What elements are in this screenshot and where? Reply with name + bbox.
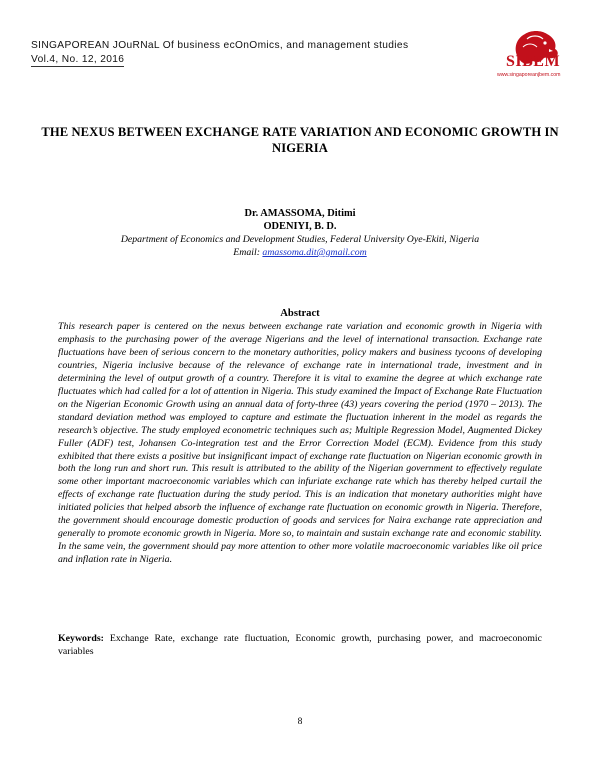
paper-title: THE NEXUS BETWEEN EXCHANGE RATE VARIATION AND ECONOMIC GROWTH IN NIGERIA [41,125,559,155]
email-label: Email: [233,247,260,258]
keywords-text: Exchange Rate, exchange rate fluctuation, Economic growth, purchasing power, and macroeconomic variables [58,633,542,657]
author-2: ODENIYI, B. D. [263,221,337,232]
keywords-label: Keywords: [58,633,104,644]
logo-url: www.singaporeanjbem.com [497,72,561,78]
journal-name: SINGAPOREAN JOuRNaL Of business ecOnOmics, and management studies [31,40,409,51]
author-1: Dr. AMASSOMA, Ditimi [244,208,356,219]
abstract-heading: Abstract [280,308,320,319]
email-line [0,246,600,259]
page-number: 8 [297,717,303,727]
author-block [0,207,600,259]
affiliation: Department of Economics and Development Studies, Federal University Oye-Ekiti, Nigeria [120,234,480,245]
journal-volume: Vol.4, No. 12, 2016 [31,54,125,65]
logo-wordmark: SIBEM [506,53,561,70]
abstract-body: This research paper is centered on the nexus between exchange rate variation and economic growth in Nigeria with emphasis to the purchasing power of the average Nigerians and the level of international transaction. Exchange rate fluctuations have been of serious concern to the monetary authorities, policy makers and business tycoons of developing countries, Nigeria inclusive because of the relevance of exchange rate in international trade, investment and in determining the level of output growth of a country. Therefore it is vital to examine the degree at which exchange rate fluctuates which had called for a lot of attention in Nigeria. This study examined the Impact of Exchange Rate Fluctuation on the Nigerian Economic Growth using an annual data of forty-three (43) years covering the period (1970 – 2013). The standard deviation method was employed to capture and estimate the fluctuation inherent in the model as regards the research’s objective. The study employed econometric techniques such as; Multiple Regression Model, Augmented Dickey Fuller (ADF) test, Johansen Co-integration test and the Error Correction Model (ECM). Evidence from this study exhibited that there exists a positive but insignificant impact of exchange rate fluctuation on Nigerian economic growth in both the long run and short run. This result is attributed to the ability of the Nigerian government to effectively regulate some other important macroeconomic variables which can infuriate exchange rate which has thereby helped curtail the effects of exchange rate fluctuation during the study period. This is an indication that monetary authorities might have initiated policies that helped absorb the influence of exchange rate fluctuation on economic growth in Nigeria. Therefore, the government should encourage domestic production of goods and services for Naira exchange rate appreciation and generally to promote economic growth in Nigeria. More so, to maintain and sustain exchange rate and economic stability. In the same vein, the government should pay more attention to other more volatile macroeconomic variables like oil price and inflation rate in Nigeria. [58,321,542,566]
email-link[interactable]: amassoma.dit@gmail.com [262,247,367,258]
keywords [58,632,542,658]
